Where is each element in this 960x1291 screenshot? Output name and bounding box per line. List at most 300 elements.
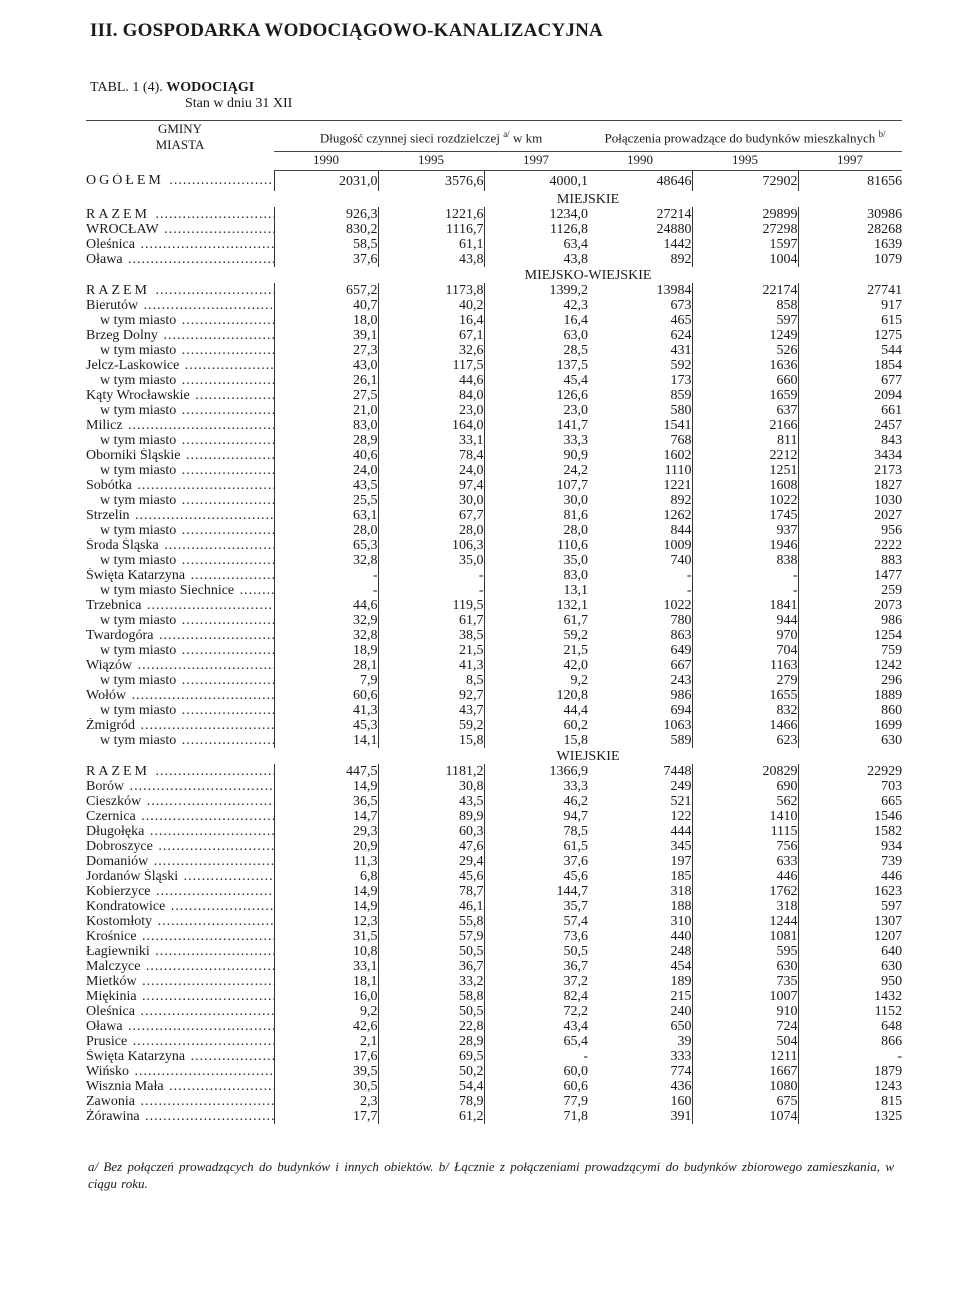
row-value: 815	[798, 1094, 902, 1109]
row-value: 39,1	[274, 328, 378, 343]
header-gminy-miasta	[86, 121, 274, 171]
row-value: 30986	[798, 207, 902, 222]
table-row	[86, 703, 902, 718]
row-value: 22,8	[378, 1019, 484, 1034]
row-value: 36,7	[484, 959, 588, 974]
table-row	[86, 794, 902, 809]
table-row	[86, 538, 902, 553]
row-value: 173	[670, 373, 692, 388]
row-value: 1636	[692, 358, 798, 373]
row-value: 14,1	[274, 733, 378, 748]
row-value: 768	[670, 433, 692, 448]
row-value: 71,8	[484, 1109, 588, 1124]
row-value: 20829	[692, 764, 798, 779]
row-value: 1307	[798, 914, 902, 929]
row-name-cell	[86, 403, 274, 418]
row-value: 660	[692, 373, 798, 388]
row-value: 690	[692, 779, 798, 794]
row-name: Borów	[86, 779, 125, 794]
row-value: 28268	[798, 222, 902, 237]
row-value: 1081	[692, 929, 798, 944]
row-value: 27741	[798, 283, 902, 298]
header-connections-text: Połączenia prowadzące do budynków mieszkalnych	[604, 130, 876, 146]
row-value: 94,7	[484, 809, 588, 824]
row-value: 65,4	[484, 1034, 588, 1049]
row-value: 27,5	[274, 388, 378, 403]
row-name: WROCŁAW	[86, 222, 159, 237]
footnote-mark-a: a/	[503, 128, 510, 139]
table-row	[86, 313, 902, 328]
row-name: RAZEM	[86, 207, 150, 222]
row-value: 78,4	[378, 448, 484, 463]
table-row	[86, 237, 902, 252]
row-value: -	[274, 568, 378, 583]
row-value: 32,8	[274, 628, 378, 643]
row-value: 580	[670, 403, 692, 418]
row-name: w tym miasto	[100, 403, 177, 418]
row-name-cell	[86, 1019, 274, 1034]
row-name-cell	[86, 764, 274, 779]
row-value: 944	[692, 613, 798, 628]
table-row	[86, 989, 902, 1004]
row-value: 249	[670, 779, 692, 794]
row-value: 1639	[798, 237, 902, 252]
row-value: 892	[670, 252, 692, 267]
row-value: 60,0	[484, 1064, 588, 1079]
row-value: 39,5	[274, 1064, 378, 1079]
row-name: Żmigród	[86, 718, 135, 733]
row-value: 1009	[663, 538, 692, 553]
row-name: Kąty Wrocławskie	[86, 388, 190, 403]
row-value: 544	[798, 343, 902, 358]
row-value: 1466	[692, 718, 798, 733]
row-value: 78,5	[484, 824, 588, 839]
row-value: 164,0	[378, 418, 484, 433]
table-row	[86, 373, 902, 388]
row-value: -	[692, 583, 798, 598]
row-name-cell	[86, 343, 274, 358]
row-value: 1442	[663, 237, 692, 252]
row-value: 391	[670, 1109, 692, 1124]
row-value: 58,8	[378, 989, 484, 1004]
row-value: 1022	[663, 598, 692, 613]
row-value: 630	[798, 733, 902, 748]
row-value: 22929	[798, 764, 902, 779]
row-name: Wińsko	[86, 1064, 129, 1079]
row-value: 39	[677, 1034, 692, 1049]
section-spacer	[86, 748, 274, 764]
row-name: w tym miasto	[100, 463, 177, 478]
row-value: 33,3	[484, 779, 588, 794]
row-name-cell	[86, 1079, 274, 1094]
row-value: 33,2	[378, 974, 484, 989]
row-value: 35,7	[484, 899, 588, 914]
total-value: 72902	[692, 171, 798, 192]
row-value: 160	[670, 1094, 692, 1109]
row-value: 1366,9	[484, 764, 588, 779]
row-value: 10,8	[274, 944, 378, 959]
row-value: 677	[798, 373, 902, 388]
row-value: 7,9	[274, 673, 378, 688]
row-value: 14,7	[274, 809, 378, 824]
row-name-cell	[86, 598, 274, 613]
table-row	[86, 1034, 902, 1049]
table-row	[86, 1094, 902, 1109]
row-value: 120,8	[484, 688, 588, 703]
row-name-cell	[86, 358, 274, 373]
row-value: 1262	[663, 508, 692, 523]
table-row	[86, 899, 902, 914]
row-value: 863	[670, 628, 692, 643]
row-value: 60,3	[378, 824, 484, 839]
row-value: 45,6	[484, 869, 588, 884]
row-name-cell	[86, 1094, 274, 1109]
row-value: 1582	[798, 824, 902, 839]
row-value: 1080	[692, 1079, 798, 1094]
row-name-cell	[86, 1109, 274, 1124]
row-name-cell	[86, 207, 274, 222]
table-row	[86, 929, 902, 944]
row-value: 830,2	[274, 222, 378, 237]
total-value: 2031,0	[274, 171, 378, 192]
row-value: 1234,0	[484, 207, 588, 222]
row-value: 29,3	[274, 824, 378, 839]
row-value: 1879	[798, 1064, 902, 1079]
row-value: 197	[670, 854, 692, 869]
row-value: 504	[692, 1034, 798, 1049]
row-value: 1221,6	[378, 207, 484, 222]
row-value: 1007	[692, 989, 798, 1004]
row-value: 1126,8	[484, 222, 588, 237]
row-value: 28,1	[274, 658, 378, 673]
table-heading	[90, 80, 254, 96]
row-value: 2457	[798, 418, 902, 433]
row-value: 832	[692, 703, 798, 718]
row-value: 1655	[692, 688, 798, 703]
row-name-cell	[86, 523, 274, 538]
table-title: WODOCIĄGI	[166, 80, 255, 95]
row-value: 50,2	[378, 1064, 484, 1079]
row-value: 50,5	[378, 1004, 484, 1019]
row-value: 2073	[798, 598, 902, 613]
row-name-cell	[86, 718, 274, 733]
row-value: 41,3	[378, 658, 484, 673]
row-value: 23,0	[484, 403, 588, 418]
row-value: 61,7	[378, 613, 484, 628]
row-value: 3434	[798, 448, 902, 463]
row-name-cell	[86, 1034, 274, 1049]
row-value: 1221	[663, 478, 692, 493]
year-header: 1997	[798, 152, 902, 171]
row-name: Łagiewniki	[86, 944, 150, 959]
row-value: 89,9	[378, 809, 484, 824]
row-name-cell	[86, 283, 274, 298]
table-row	[86, 508, 902, 523]
row-value: 1854	[798, 358, 902, 373]
row-value: 1597	[692, 237, 798, 252]
year-header: 1990	[588, 152, 692, 171]
row-value: 811	[692, 433, 798, 448]
row-value: 859	[670, 388, 692, 403]
row-value: 61,1	[378, 237, 484, 252]
table-row	[86, 688, 902, 703]
total-label-cell	[86, 171, 274, 192]
row-name: Twardogóra	[86, 628, 154, 643]
row-value: 27298	[692, 222, 798, 237]
row-value: 36,5	[274, 794, 378, 809]
row-value: 2,1	[274, 1034, 378, 1049]
row-value: 1623	[798, 884, 902, 899]
row-value: 46,1	[378, 899, 484, 914]
row-value: 240	[670, 1004, 692, 1019]
row-value: 1325	[798, 1109, 902, 1124]
row-value: 243	[670, 673, 692, 688]
year-header: 1995	[692, 152, 798, 171]
row-value: 956	[798, 523, 902, 538]
row-name-cell	[86, 809, 274, 824]
row-value: 78,9	[378, 1094, 484, 1109]
row-value: 38,5	[378, 628, 484, 643]
row-value: 838	[692, 553, 798, 568]
row-value: 860	[798, 703, 902, 718]
row-value: 59,2	[378, 718, 484, 733]
row-name-cell	[86, 643, 274, 658]
row-value: 735	[692, 974, 798, 989]
row-value: 90,9	[484, 448, 588, 463]
row-name-cell	[86, 222, 274, 237]
table-row	[86, 343, 902, 358]
table-row	[86, 523, 902, 538]
row-value: 13984	[656, 283, 692, 298]
row-value: 60,6	[274, 688, 378, 703]
row-value: 42,3	[484, 298, 588, 313]
row-name: w tym miasto	[100, 343, 177, 358]
row-name: Wisznia Mała	[86, 1079, 164, 1094]
row-name: Oława	[86, 1019, 123, 1034]
row-value: 97,4	[378, 478, 484, 493]
row-name: Jelcz-Laskowice	[86, 358, 180, 373]
row-value: 57,9	[378, 929, 484, 944]
row-value: 1249	[692, 328, 798, 343]
row-value: -	[484, 1049, 588, 1064]
row-value: 215	[670, 989, 692, 1004]
table-row	[86, 598, 902, 613]
table-row	[86, 448, 902, 463]
row-value: 43,0	[274, 358, 378, 373]
row-value: 866	[798, 1034, 902, 1049]
row-value: 1163	[692, 658, 798, 673]
row-value: 630	[692, 959, 798, 974]
row-value: 32,6	[378, 343, 484, 358]
row-value: 970	[692, 628, 798, 643]
table-row	[86, 1004, 902, 1019]
table-row	[86, 854, 902, 869]
row-value: 57,4	[484, 914, 588, 929]
row-value: 32,8	[274, 553, 378, 568]
row-name: w tym miasto	[100, 703, 177, 718]
table-row	[86, 1049, 902, 1064]
row-value: 637	[692, 403, 798, 418]
row-value: 37,6	[484, 854, 588, 869]
row-value: 333	[670, 1049, 692, 1064]
table-row	[86, 779, 902, 794]
row-value: 440	[670, 929, 692, 944]
table-row	[86, 839, 902, 854]
row-value: 2173	[798, 463, 902, 478]
row-value: 18,9	[274, 643, 378, 658]
row-value: 667	[670, 658, 692, 673]
row-value: 61,2	[378, 1109, 484, 1124]
year-header: 1990	[274, 152, 378, 171]
row-value: 986	[798, 613, 902, 628]
row-value: 892	[670, 493, 692, 508]
row-value: 7448	[663, 764, 692, 779]
row-value: 17,6	[274, 1049, 378, 1064]
row-value: 740	[670, 553, 692, 568]
row-value: 704	[692, 643, 798, 658]
section-title: MIEJSKIE	[556, 191, 620, 207]
row-name-cell	[86, 538, 274, 553]
row-value: 54,4	[378, 1079, 484, 1094]
row-name-cell	[86, 884, 274, 899]
row-value: 44,6	[274, 598, 378, 613]
row-value: 1827	[798, 478, 902, 493]
table-row	[86, 628, 902, 643]
row-value: 25,5	[274, 493, 378, 508]
table-row	[86, 207, 902, 222]
row-value: 937	[692, 523, 798, 538]
row-value: 1477	[798, 568, 902, 583]
row-value: 81,6	[484, 508, 588, 523]
row-value: 1004	[692, 252, 798, 267]
row-value: 296	[798, 673, 902, 688]
row-value: 32,9	[274, 613, 378, 628]
row-value: 46,2	[484, 794, 588, 809]
row-value: 65,3	[274, 538, 378, 553]
row-value: 14,9	[274, 884, 378, 899]
row-value: 917	[798, 298, 902, 313]
row-name: Prusice	[86, 1034, 128, 1049]
row-value: 1115	[692, 824, 798, 839]
row-value: 703	[798, 779, 902, 794]
table-row	[86, 884, 902, 899]
row-value: 188	[670, 899, 692, 914]
row-value: 63,0	[484, 328, 588, 343]
row-value: 42,6	[274, 1019, 378, 1034]
section-spacer	[86, 191, 274, 207]
row-value: -	[686, 568, 692, 583]
section-header-row	[86, 267, 902, 283]
row-name-cell	[86, 388, 274, 403]
row-value: 521	[670, 794, 692, 809]
row-value: 45,6	[378, 869, 484, 884]
table-row	[86, 493, 902, 508]
row-value: 17,7	[274, 1109, 378, 1124]
row-value: 633	[692, 854, 798, 869]
table-row	[86, 222, 902, 237]
row-value: 40,2	[378, 298, 484, 313]
row-value: 82,4	[484, 989, 588, 1004]
table-row	[86, 1019, 902, 1034]
row-value: 35,0	[378, 553, 484, 568]
table-subtitle: Stan w dniu 31 XII	[185, 96, 293, 111]
row-value: 1399,2	[484, 283, 588, 298]
row-value: 1244	[692, 914, 798, 929]
row-value: 774	[670, 1064, 692, 1079]
row-value: 37,6	[274, 252, 378, 267]
row-name: Długołęka	[86, 824, 145, 839]
row-name-cell	[86, 373, 274, 388]
row-value: 318	[670, 884, 692, 899]
row-value: 14,9	[274, 899, 378, 914]
row-value: 1667	[692, 1064, 798, 1079]
chapter-title: III. GOSPODARKA WODOCIĄGOWO-KANALIZACYJNA	[90, 20, 603, 41]
row-value: 11,3	[274, 854, 378, 869]
row-value: 1063	[663, 718, 692, 733]
row-value: 592	[670, 358, 692, 373]
row-value: 73,6	[484, 929, 588, 944]
table-row	[86, 673, 902, 688]
row-name-cell	[86, 929, 274, 944]
row-name: w tym miasto	[100, 643, 177, 658]
row-value: 27,3	[274, 343, 378, 358]
table-row	[86, 388, 902, 403]
header-miasta: MIASTA	[155, 137, 205, 152]
row-value: 67,7	[378, 508, 484, 523]
row-value: 18,1	[274, 974, 378, 989]
row-value: 189	[670, 974, 692, 989]
row-name-cell	[86, 313, 274, 328]
row-value: 1173,8	[378, 283, 484, 298]
row-value: 1207	[798, 929, 902, 944]
table-row	[86, 418, 902, 433]
row-value: 1659	[692, 388, 798, 403]
row-value: 77,9	[484, 1094, 588, 1109]
row-value: 117,5	[378, 358, 484, 373]
row-value: 63,1	[274, 508, 378, 523]
row-value: 12,3	[274, 914, 378, 929]
row-value: 41,3	[274, 703, 378, 718]
row-value: 926,3	[274, 207, 378, 222]
row-name-cell	[86, 869, 274, 884]
row-value: 673	[670, 298, 692, 313]
row-value: 60,6	[484, 1079, 588, 1094]
row-value: 597	[692, 313, 798, 328]
row-value: -	[692, 568, 798, 583]
row-value: 665	[798, 794, 902, 809]
row-value: 45,4	[484, 373, 588, 388]
row-value: 21,5	[378, 643, 484, 658]
row-name: RAZEM	[86, 283, 150, 298]
table-row	[86, 478, 902, 493]
row-name: Kondratowice	[86, 899, 166, 914]
row-name-cell	[86, 944, 274, 959]
row-value: 44,6	[378, 373, 484, 388]
row-value: -	[274, 583, 378, 598]
row-name-cell	[86, 839, 274, 854]
row-name: w tym miasto	[100, 373, 177, 388]
row-value: 436	[670, 1079, 692, 1094]
table-row	[86, 252, 902, 267]
row-value: 1030	[798, 493, 902, 508]
row-value: 2,3	[274, 1094, 378, 1109]
table-row	[86, 643, 902, 658]
row-value: 78,7	[378, 884, 484, 899]
row-value: 33,3	[484, 433, 588, 448]
row-name-cell	[86, 703, 274, 718]
table-body	[86, 171, 902, 1125]
row-name: Milicz	[86, 418, 123, 433]
